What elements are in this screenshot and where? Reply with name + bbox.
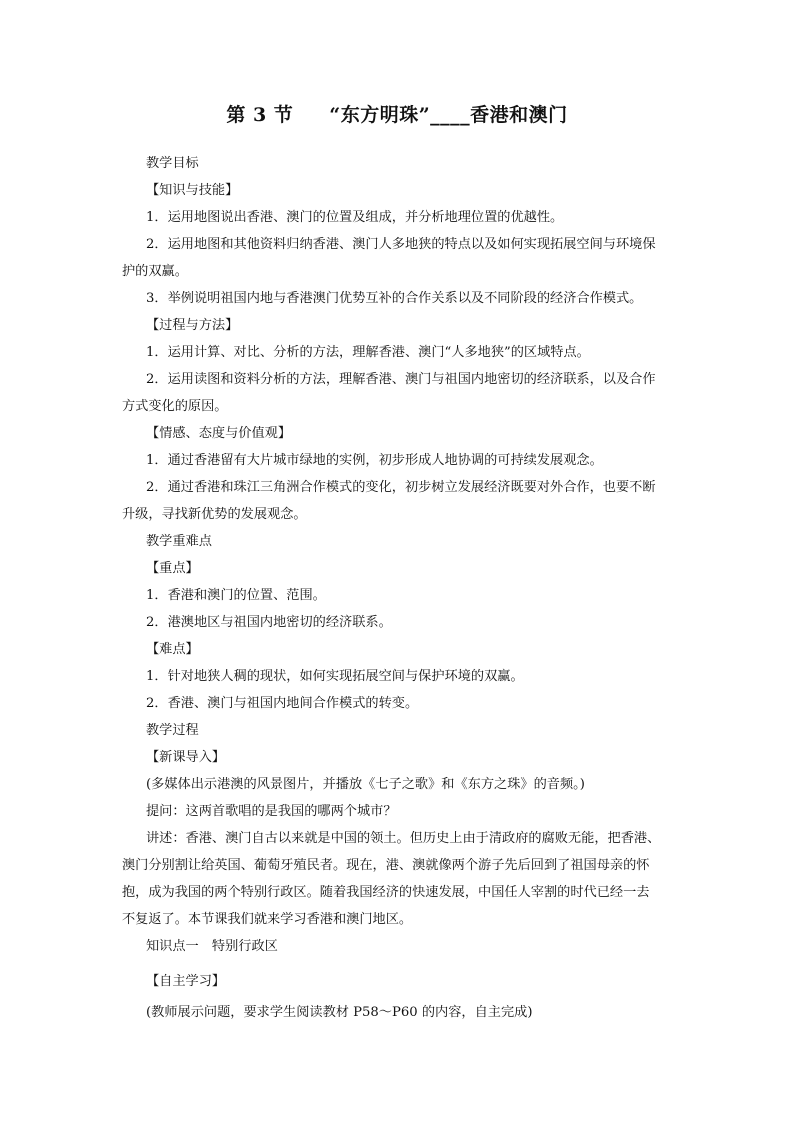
paragraph-line: 2．运用地图和其他资料归纳香港、澳门人多地狭的特点以及如何实现拓展空间与环境保: [146, 237, 656, 252]
subheading-process-method: 【过程与方法】: [146, 318, 239, 333]
paragraph-line: 1．运用地图说出香港、澳门的位置及组成，并分析地理位置的优越性。: [146, 210, 564, 225]
paragraph-line: 提问：这两首歌唱的是我国的哪两个城市？: [146, 804, 397, 819]
paragraph-line: 2．香港、澳门与祖国内地间合作模式的转变。: [146, 696, 419, 711]
paragraph-line: 升级，寻找新优势的发展观念。: [122, 507, 307, 522]
paragraph-line: (教师展示问题，要求学生阅读教材 P58～P60 的内容，自主完成): [146, 1005, 533, 1020]
page-title: [0, 100, 794, 127]
paragraph-line: 抱，成为我国的两个特别行政区。随着我国经济的快速发展，中国任人宰割的时代已经一去: [122, 885, 650, 900]
paragraph-line: 1．香港和澳门的位置、范围。: [146, 588, 326, 603]
paragraph-line: 2．港澳地区与祖国内地密切的经济联系。: [146, 615, 392, 630]
subheading-knowledge-skills: 【知识与技能】: [146, 183, 239, 198]
document-body: [122, 150, 676, 1026]
paragraph-line: 3．举例说明祖国内地与香港澳门优势互补的合作关系以及不同阶段的经济合作模式。: [146, 291, 643, 306]
paragraph-line: 1．通过香港留有大片城市绿地的实例，初步形成人地协调的可持续发展观念。: [146, 453, 603, 468]
heading-key-difficult-points: 教学重难点: [146, 534, 212, 549]
subheading-difficult-points: 【难点】: [146, 642, 199, 657]
paragraph-line: 护的双赢。: [122, 264, 188, 279]
paragraph-line: 1．运用计算、对比、分析的方法，理解香港、澳门“人多地狭”的区域特点。: [146, 345, 590, 360]
subheading-emotion-values: 【情感、态度与价值观】: [146, 426, 292, 441]
heading-teaching-process: 教学过程: [146, 723, 199, 738]
paragraph-line: 不复返了。本节课我们就来学习香港和澳门地区。: [122, 912, 413, 927]
paragraph-line: 2．通过香港和珠江三角洲合作模式的变化，初步树立发展经济既要对外合作，也要不断: [146, 480, 656, 495]
paragraph-line: (多媒体出示港澳的风景图片，并播放《七子之歌》和《东方之珠》的音频。): [146, 777, 585, 792]
paragraph-line: 讲述：香港、澳门自古以来就是中国的领土。但历史上由于清政府的腐败无能，把香港、: [146, 831, 661, 846]
subheading-self-study: 【自主学习】: [146, 974, 226, 989]
paragraph-line: 1．针对地狭人稠的现状，如何实现拓展空间与保护环境的双赢。: [146, 669, 524, 684]
section-name: “东方明珠”____香港和澳门: [329, 104, 568, 126]
heading-knowledge-point-one: 知识点一 特别行政区: [146, 939, 278, 954]
paragraph-line: 方式变化的原因。: [122, 399, 228, 414]
paragraph-line: 2．运用读图和资料分析的方法，理解香港、澳门与祖国内地密切的经济联系，以及合作: [146, 372, 656, 387]
paragraph-line: 澳门分别割让给英国、葡萄牙殖民者。现在，港、澳就像两个游子先后回到了祖国母亲的怀: [122, 858, 650, 873]
subheading-key-points: 【重点】: [146, 561, 199, 576]
section-number: 第 3 节: [226, 104, 294, 126]
heading-teaching-goals: 教学目标: [146, 156, 199, 171]
subheading-new-lesson-intro: 【新课导入】: [146, 750, 226, 765]
